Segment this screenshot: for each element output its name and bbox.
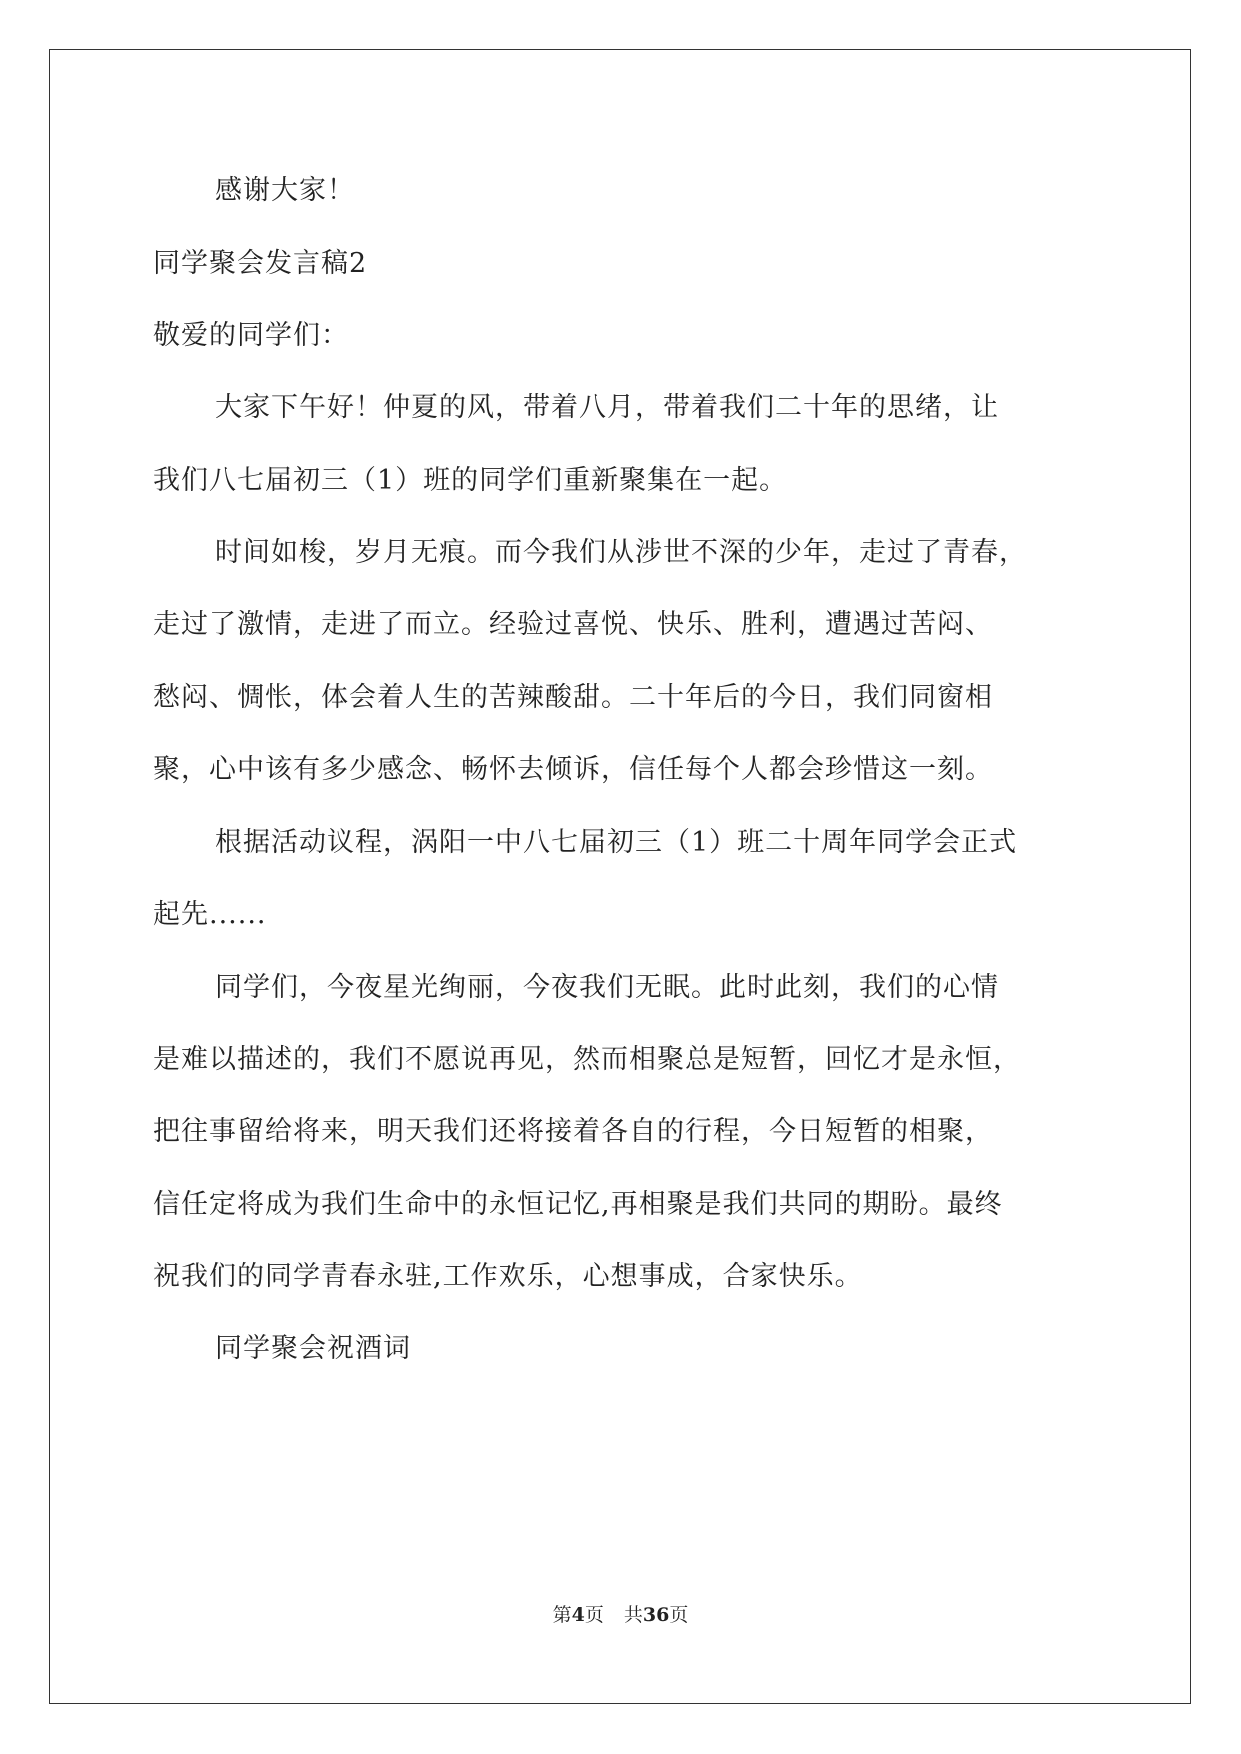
- paragraph-line: 时间如梭，岁月无痕。而今我们从涉世不深的少年，走过了青春，: [215, 537, 1027, 568]
- paragraph-line: 大家下午好！仲夏的风，带着八月，带着我们二十年的思绪，让: [215, 392, 999, 423]
- paragraph-line: 起先......: [153, 899, 267, 930]
- paragraph-line: 走过了激情，走进了而立。经验过喜悦、快乐、胜利，遭遇过苦闷、: [153, 609, 993, 640]
- section-title: 同学聚会发言稿2: [153, 248, 368, 279]
- paragraph-line: 祝我们的同学青春永驻,工作欢乐，心想事成，合家快乐。: [153, 1261, 863, 1292]
- closing-line: 感谢大家！: [215, 175, 355, 206]
- paragraph-line: 是难以描述的，我们不愿说再见，然而相聚总是短暂，回忆才是永恒，: [153, 1044, 1021, 1075]
- paragraph-line: 根据活动议程，涡阳一中八七届初三（1）班二十周年同学会正式: [215, 827, 1018, 858]
- footer-total-pages: 36: [642, 1604, 670, 1626]
- paragraph-line: 把往事留给将来，明天我们还将接着各自的行程，今日短暂的相聚，: [153, 1116, 993, 1147]
- footer-page-prefix: 第: [552, 1604, 572, 1626]
- paragraph-line: 同学们，今夜星光绚丽，今夜我们无眠。此时此刻，我们的心情: [215, 972, 999, 1003]
- paragraph-line: 聚，心中该有多少感念、畅怀去倾诉，信任每个人都会珍惜这一刻。: [153, 754, 993, 785]
- paragraph-line: 愁闷、惆怅，体会着人生的苦辣酸甜。二十年后的今日，我们同窗相: [153, 682, 993, 713]
- footer-total-prefix: 共: [623, 1604, 643, 1626]
- page-border: [49, 49, 1191, 1704]
- salutation: 敬爱的同学们：: [153, 320, 349, 351]
- paragraph-line: 信任定将成为我们生命中的永恒记忆,再相聚是我们共同的期盼。最终: [153, 1189, 1003, 1220]
- footer-total-unit: 页: [669, 1604, 689, 1626]
- page-footer: [0, 1600, 1241, 1627]
- footer-page-number: 4: [571, 1604, 585, 1626]
- paragraph-line: 我们八七届初三（1）班的同学们重新聚集在一起。: [153, 465, 788, 496]
- footer-page-unit: 页: [584, 1604, 604, 1626]
- section-heading: 同学聚会祝酒词: [215, 1333, 411, 1364]
